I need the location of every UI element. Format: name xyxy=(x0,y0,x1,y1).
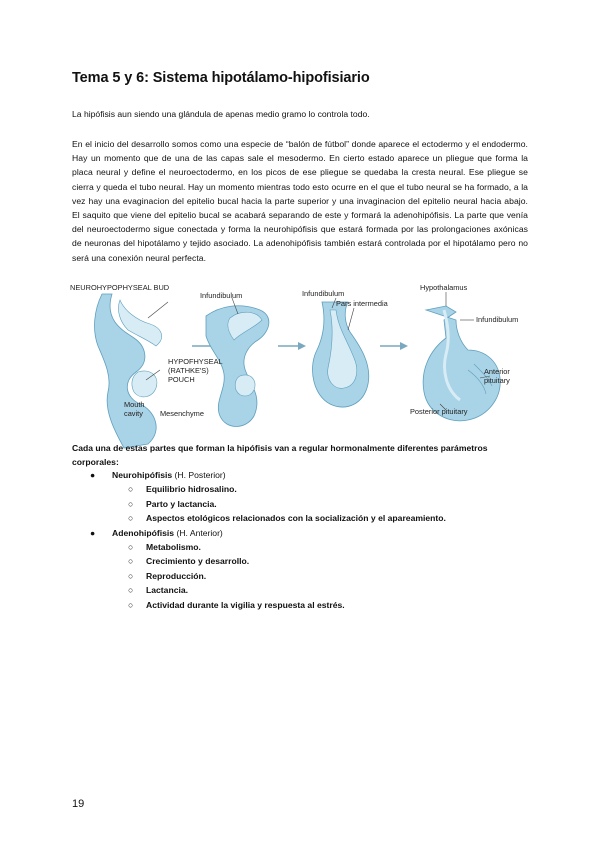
list-subitem xyxy=(72,542,542,556)
label-mouth-line-1: Mouth xyxy=(124,400,145,409)
label-posterior-pituitary: Posterior pituitary xyxy=(410,407,468,416)
label-infundibulum-3: Infundibulum xyxy=(476,315,519,324)
hollow-bullet-icon: ○ xyxy=(128,484,134,495)
filled-bullet-icon: ● xyxy=(90,527,96,538)
hollow-bullet-icon: ○ xyxy=(128,498,134,509)
list-item-neurohipofisis xyxy=(72,470,542,484)
list-subitem xyxy=(72,571,542,585)
label-anterior-line-2: pituitary xyxy=(484,376,510,385)
neuro-main-label: Neurohipófisis xyxy=(112,470,173,480)
label-pars-intermedia: Pars intermedia xyxy=(336,299,388,308)
list-subitem xyxy=(72,600,542,614)
stage-1-illustration xyxy=(95,294,168,448)
body-paragraph: En el inicio del desarrollo somos como una especie de “balón de fútbol” donde aparece el ectodermo y el endodermo. Hay un momento que de una de las capas sale el mesodermo. En cierto estado aparece un pliegue que forma la placa neural y define el neuroectodermo, en los picos de ese pliegue se quedaba la cresta neural. Ese pliegue se cierra y queda el tubo neural. Hay un momento mientras todo esto ocurre en el que el tubo neural se ha formado, a la vez hay una evaginacion del epitelio bucal hacia la parte superior y una invaginacion del epitelio neural hacia abajo. El saquito que viene del epitelio bucal se acabará separando de este y formará la adenohipófisis. La parte que venía del neuroectodermo sigue conectada y forma la neurohipófisis que estará formada por las prolongaciones axónicas de neuronas del hipotálamo y tejido asociado. La adenohipófisis también estará controlada por el hipotálamo pero no será una conexión neural perfecta. xyxy=(72,139,528,263)
list-subitem xyxy=(72,556,542,570)
label-mesenchyme: Mesenchyme xyxy=(160,409,204,418)
filled-bullet-icon: ● xyxy=(90,470,96,480)
subitem-text: Reproducción. xyxy=(146,570,207,581)
page-number: 19 xyxy=(72,798,85,810)
hollow-bullet-icon: ○ xyxy=(128,556,134,567)
arrow-3 xyxy=(380,342,408,350)
subitem-text: Equilibrio hidrosalino. xyxy=(146,484,237,495)
label-infundibulum-1: Infundibulum xyxy=(200,291,243,300)
hollow-bullet-icon: ○ xyxy=(128,585,134,596)
arrow-2 xyxy=(278,342,306,350)
stage-3-illustration xyxy=(312,298,368,407)
hypophysis-parts-list xyxy=(72,470,542,614)
subitem-text: Aspectos etológicos relacionados con la socialización y el apareamiento. xyxy=(146,513,446,524)
label-hypophyseal-line-3: POUCH xyxy=(168,375,195,384)
label-infundibulum-2: Infundibulum xyxy=(302,289,345,298)
label-anterior-line-1: Anterior xyxy=(484,367,510,376)
label-hypophyseal-line-1: HYPOFHYSEAL xyxy=(168,357,223,366)
pituitary-development-figure xyxy=(64,280,524,450)
hollow-bullet-icon: ○ xyxy=(128,599,134,610)
hollow-bullet-icon: ○ xyxy=(128,513,134,524)
subitem-text: Lactancia. xyxy=(146,585,189,596)
label-mouth-line-2: cavity xyxy=(124,409,143,418)
adeno-main-label: Adenohipófisis xyxy=(112,527,175,538)
subitem-text: Parto y lactancia. xyxy=(146,498,217,509)
list-subitem xyxy=(72,484,542,498)
regulation-intro: Cada una de estas partes que forman la hipófisis van a regular hormonalmente diferentes parámetros corporales: xyxy=(72,443,488,467)
page-title: Tema 5 y 6: Sistema hipotálamo-hipofisiario xyxy=(72,70,370,86)
hollow-bullet-icon: ○ xyxy=(128,570,134,581)
list-item-adenohipofisis xyxy=(72,528,542,542)
list-subitem xyxy=(72,585,542,599)
pituitary-diagram xyxy=(64,280,524,450)
label-hypothalamus: Hypothalamus xyxy=(420,283,468,292)
adeno-paren-label: (H. Anterior) xyxy=(174,527,223,538)
intro-sentence: La hipófisis aun siendo una glándula de apenas medio gramo lo controla todo. xyxy=(72,109,370,119)
list-subitem xyxy=(72,499,542,513)
list-subitem xyxy=(72,513,542,527)
label-hypophyseal-line-2: (RATHKE'S) xyxy=(168,366,209,375)
subitem-text: Metabolismo. xyxy=(146,541,201,552)
stage-4-illustration xyxy=(423,292,500,421)
subitem-text: Actividad durante la vigilia y respuesta al estrés. xyxy=(146,599,345,610)
subitem-text: Crecimiento y desarrollo. xyxy=(146,556,250,567)
hollow-bullet-icon: ○ xyxy=(128,541,134,552)
label-neurohypophyseal-bud: NEUROHYPOPHYSEAL BUD xyxy=(70,283,170,292)
neuro-paren-label: (H. Posterior) xyxy=(172,470,226,480)
